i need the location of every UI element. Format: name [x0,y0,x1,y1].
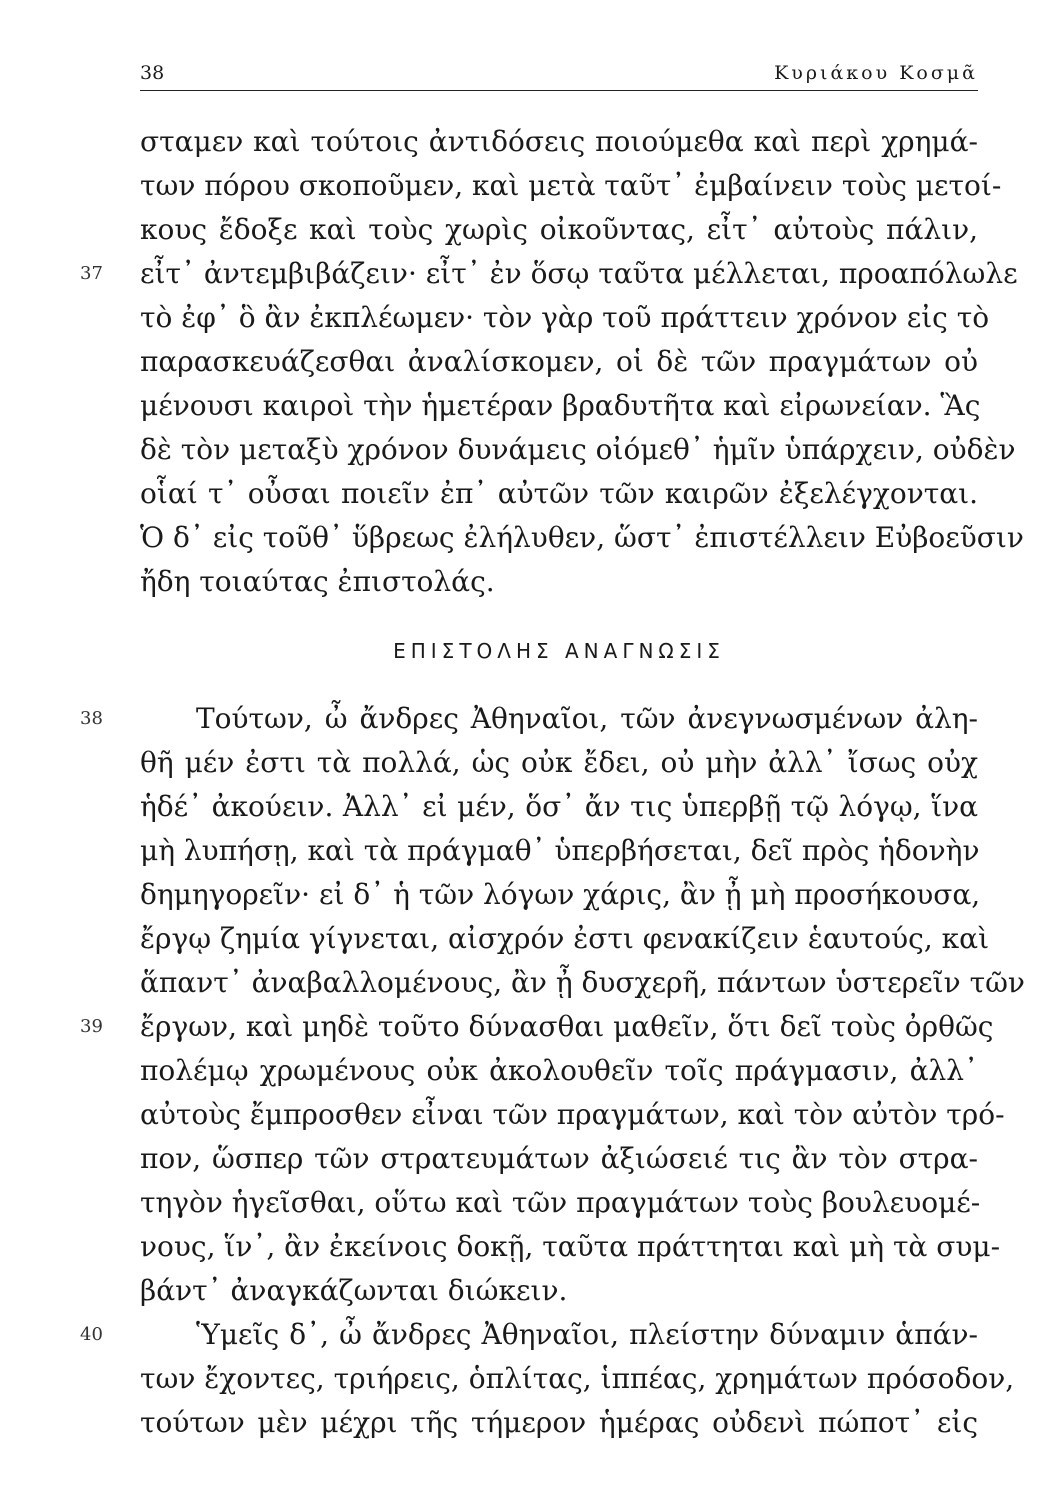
text-line: δημηγορεῖν· εἰ δ᾽ ἡ τῶν λόγων χάρις, ἂν ᾖ μὴ προσήκουσα, [140,878,981,911]
text-line: βάντ᾽ ἀναγκάζωνται διώκειν. [140,1274,568,1307]
section-number-37: 37 [80,263,103,284]
section-heading: ΕΠΙΣΤΟΛΗΣ ΑΝΑΓΝΩΣΙΣ [393,639,725,663]
text-line: αὐτοὺς ἔμπροσθεν εἶναι τῶν πραγμάτων, καὶ τὸν αὐτὸν τρό- [140,1098,1005,1131]
text-line: των πόρου σκοποῦμεν, καὶ μετὰ ταῦτ᾽ ἐμβαίνειν τοὺς μετοί- [140,169,1002,202]
text-line: δὲ τὸν μεταξὺ χρόνον δυνάμεις οἰόμεθ᾽ ἡμῖν ὑπάρχειν, οὐδὲν [140,433,1016,466]
page-number: 38 [140,62,165,84]
running-head: Κυριάκου Κοσμᾶ [774,62,978,84]
text-line: πολέμῳ χρωμένους οὐκ ἀκολουθεῖν τοῖς πράγμασιν, ἀλλ᾽ [140,1054,978,1087]
text-line: Τούτων, ὦ ἄνδρες Ἀθηναῖοι, τῶν ἀνεγνωσμένων ἀλη- [196,702,978,735]
text-line: θῆ μέν ἐστι τὰ πολλά, ὡς οὐκ ἔδει, οὐ μὴν ἀλλ᾽ ἴσως οὐχ [140,746,978,779]
text-line: ἅπαντ᾽ ἀναβαλλομένους, ἂν ᾖ δυσχερῆ, πάντων ὑστερεῖν τῶν [140,966,1025,999]
text-line: νους, ἵν᾽, ἂν ἐκείνοις δοκῇ, ταῦτα πράττηται καὶ μὴ τὰ συμ- [140,1230,1001,1263]
text-line: Ὑμεῖς δ᾽, ὦ ἄνδρες Ἀθηναῖοι, πλείστην δύναμιν ἁπάν- [196,1318,978,1351]
page-header [140,56,978,91]
text-line: τὸ ἐφ᾽ ὃ ἂν ἐκπλέωμεν· τὸν γὰρ τοῦ πράττειν χρόνον εἰς τὸ [140,301,990,334]
text-line: πον, ὥσπερ τῶν στρατευμάτων ἀξιώσειέ τις ἂν τὸν στρα- [140,1142,978,1175]
section-number-38: 38 [80,708,103,729]
text-line: ἤδη τοιαύτας ἐπιστολάς. [140,565,495,598]
text-line: μὴ λυπήσῃ, καὶ τὰ πράγμαθ᾽ ὑπερβήσεται, δεῖ πρὸς ἡδονὴν [140,834,980,867]
text-line: Ὁ δ᾽ εἰς τοῦθ᾽ ὕβρεως ἐλήλυθεν, ὥστ᾽ ἐπιστέλλειν Εὐβοεῦσιν [140,521,1024,554]
text-line: ἔργων, καὶ μηδὲ τοῦτο δύνασθαι μαθεῖν, ὅτι δεῖ τοὺς ὀρθῶς [140,1010,994,1043]
text-line: οἷαί τ᾽ οὖσαι ποιεῖν ἐπ᾽ αὐτῶν τῶν καιρῶν ἐξελέγχονται. [140,477,978,510]
text-line: τηγὸν ἡγεῖσθαι, οὕτω καὶ τῶν πραγμάτων τοὺς βουλευομέ- [140,1186,981,1219]
text-line: ἔργῳ ζημία γίγνεται, αἰσχρόν ἐστι φενακίζειν ἑαυτούς, καὶ [140,922,990,955]
text-line: παρασκευάζεσθαι ἀναλίσκομεν, οἱ δὲ τῶν πραγμάτων οὐ [140,345,978,378]
text-line: σταμεν καὶ τούτοις ἀντιδόσεις ποιούμεθα καὶ περὶ χρημά- [140,125,978,158]
section-number-39: 39 [80,1016,103,1037]
text-line: κους ἔδοξε καὶ τοὺς χωρὶς οἰκοῦντας, εἶτ᾽ αὐτοὺς πάλιν, [140,213,978,246]
text-line: τούτων μὲν μέχρι τῆς τήμερον ἡμέρας οὐδενὶ πώποτ᾽ εἰς [140,1406,978,1439]
text-line: μένουσι καιροὶ τὴν ἡμετέραν βραδυτῆτα καὶ εἰρωνείαν. Ἃς [140,389,981,422]
text-line: εἶτ᾽ ἀντεμβιβάζειν· εἶτ᾽ ἐν ὅσῳ ταῦτα μέλλεται, προαπόλωλε [140,257,1018,290]
section-number-40: 40 [80,1324,103,1345]
text-line: των ἔχοντες, τριήρεις, ὁπλίτας, ἱππέας, χρημάτων πρόσοδον, [140,1362,1015,1395]
text-line: ἡδέ᾽ ἀκούειν. Ἀλλ᾽ εἰ μέν, ὅσ᾽ ἄν τις ὑπερβῇ τῷ λόγῳ, ἵνα [140,790,978,823]
